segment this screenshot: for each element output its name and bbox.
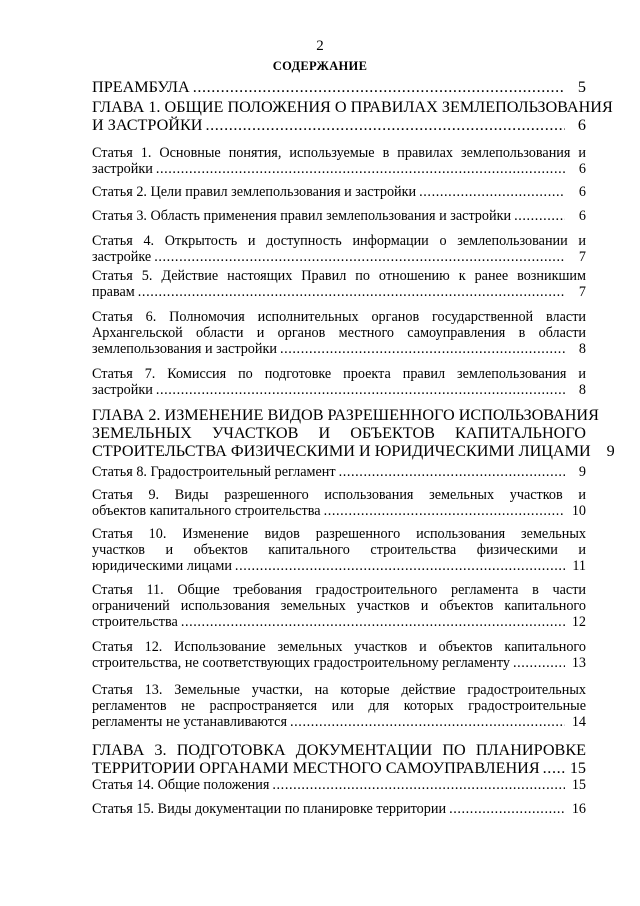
toc-entry-line: Статья 8. Градостроительный регламент (92, 464, 336, 480)
toc-entry-line: Статья 11. Общие требования градостроительного регламента в части (92, 582, 586, 598)
toc-entry[interactable] (92, 741, 586, 777)
toc-entry[interactable] (92, 464, 586, 480)
dot-leader (449, 801, 565, 817)
toc-page-number: 13 (571, 655, 586, 671)
toc-entry[interactable] (92, 487, 586, 519)
toc-entry[interactable] (92, 208, 586, 224)
dot-leader (514, 208, 565, 224)
toc-entry-line: Статья 13. Земельные участки, на которые действие градостроительных (92, 682, 586, 698)
toc-page-number: 8 (578, 382, 586, 398)
toc-page-number: 15 (569, 759, 586, 777)
toc-entry-line: объектов капитального строительства (92, 503, 321, 519)
toc-entry[interactable] (92, 406, 615, 460)
dot-leader (235, 558, 565, 574)
toc-page-number: 7 (578, 249, 586, 265)
toc-entry[interactable] (92, 268, 586, 300)
dot-leader (280, 341, 565, 357)
toc-entry[interactable] (92, 145, 586, 177)
toc-entry-line: застройке (92, 249, 152, 265)
toc-page-number: 11 (572, 558, 586, 574)
toc-entry[interactable] (92, 801, 586, 817)
toc-entry[interactable] (92, 682, 586, 730)
toc-entry-line: СТРОИТЕЛЬСТВА ФИЗИЧЕСКИМИ И ЮРИДИЧЕСКИМИ ЛИЦАМИ (92, 442, 591, 460)
toc-entry-line: И ЗАСТРОЙКИ (92, 116, 203, 134)
toc-entry[interactable] (92, 526, 586, 574)
toc-entry-line: Статья 14. Общие положения (92, 777, 270, 793)
dot-leader (290, 714, 565, 730)
toc-entry-line: застройки (92, 161, 153, 177)
toc-entry-line: Статья 5. Действие настоящих Правил по отношению к ранее возникшим (92, 268, 586, 284)
dot-leader (138, 284, 565, 300)
toc-page-number: 8 (578, 341, 586, 357)
toc-entry-line: Статья 10. Изменение видов разрешенного использования земельных (92, 526, 586, 542)
dot-leader (339, 464, 565, 480)
toc-page-number: 6 (578, 184, 586, 200)
toc-entry-line: участков и объектов капитального строительства физическими и (92, 542, 586, 558)
toc-entry-line: правам (92, 284, 135, 300)
toc-entry[interactable] (92, 98, 613, 134)
toc-entry-line: Статья 4. Открытость и доступность информации о землепользовании и (92, 233, 586, 249)
toc-entry-line: ПРЕАМБУЛА (92, 78, 190, 96)
toc-entry-line: ограничений использования земельных участков и объектов капитального (92, 598, 586, 614)
page-number: 2 (316, 38, 324, 54)
toc-page-number: 7 (578, 284, 586, 300)
page-title: СОДЕРЖАНИЕ (272, 59, 368, 73)
toc-entry-line: ГЛАВА 3. ПОДГОТОВКА ДОКУМЕНТАЦИИ ПО ПЛАНИРОВКЕ (92, 741, 586, 759)
toc-entry-line: ТЕРРИТОРИИ ОРГАНАМИ МЕСТНОГО САМОУПРАВЛЕНИЯ (92, 759, 540, 777)
toc-entry[interactable] (92, 366, 586, 398)
toc-entry[interactable] (92, 184, 586, 200)
toc-entry-line: регламенты не устанавливаются (92, 714, 288, 730)
dot-leader (156, 382, 565, 398)
toc-entry-line: Статья 3. Область применения правил землепользования и застройки (92, 208, 512, 224)
toc-entry-line: ГЛАВА 2. ИЗМЕНЕНИЕ ВИДОВ РАЗРЕШЕННОГО ИСПОЛЬЗОВАНИЯ (92, 406, 599, 424)
toc-entry-line: застройки (92, 382, 153, 398)
toc-entry[interactable] (92, 639, 586, 671)
toc-page-number: 6 (578, 161, 586, 177)
toc-page-number: 14 (571, 714, 586, 730)
dot-leader (419, 184, 565, 200)
dot-leader (272, 777, 565, 793)
toc-entry-line: Архангельской области и органов местного самоуправления в области (92, 325, 586, 341)
toc-entry[interactable] (92, 777, 586, 793)
toc-entry-line: Статья 9. Виды разрешенного использования земельных участков и (92, 487, 586, 503)
toc-entry-line: строительства, не соответствующих градостроительному регламенту (92, 655, 510, 671)
toc-entry-line: Статья 15. Виды документации по планировке территории (92, 801, 447, 817)
toc-entry-line: регламентов не распространяется или для которых градостроительные (92, 698, 586, 714)
toc-entry[interactable] (92, 233, 586, 265)
toc-entry-line: строительства (92, 614, 178, 630)
toc-page-number: 5 (577, 78, 586, 96)
toc-entry[interactable] (92, 582, 586, 630)
dot-leader (543, 759, 565, 777)
dot-leader (324, 503, 565, 519)
toc-entry-line: Статья 12. Использование земельных участков и объектов капитального (92, 639, 586, 655)
toc-entry[interactable] (92, 78, 586, 96)
toc-page-number: 15 (571, 777, 586, 793)
dot-leader (513, 655, 565, 671)
toc-page-number: 10 (571, 503, 586, 519)
toc-page-number: 9 (578, 464, 586, 480)
dot-leader (156, 161, 565, 177)
toc-entry-line: ЗЕМЕЛЬНЫХ УЧАСТКОВ И ОБЪЕКТОВ КАПИТАЛЬНОГО (92, 424, 586, 442)
toc-entry-line: юридическими лицами (92, 558, 232, 574)
dot-leader (193, 78, 565, 96)
toc-entry-line: Статья 7. Комиссия по подготовке проекта правил землепользования и (92, 366, 586, 382)
toc-page-number: 9 (606, 442, 615, 460)
toc-page-number: 6 (578, 208, 586, 224)
toc-entry-line: ГЛАВА 1. ОБЩИЕ ПОЛОЖЕНИЯ О ПРАВИЛАХ ЗЕМЛЕПОЛЬЗОВАНИЯ (92, 98, 613, 116)
toc-entry[interactable] (92, 309, 586, 357)
dot-leader (154, 249, 565, 265)
toc-entry-line: землепользования и застройки (92, 341, 277, 357)
toc-entry-line: Статья 1. Основные понятия, используемые в правилах землепользования и (92, 145, 586, 161)
toc-page-number: 16 (571, 801, 586, 817)
dot-leader (205, 116, 565, 134)
toc-page-number: 6 (577, 116, 586, 134)
toc-entry-line: Статья 2. Цели правил землепользования и застройки (92, 184, 417, 200)
toc-entry-line: Статья 6. Полномочия исполнительных органов государственной власти (92, 309, 586, 325)
toc-page-number: 12 (571, 614, 586, 630)
dot-leader (181, 614, 565, 630)
